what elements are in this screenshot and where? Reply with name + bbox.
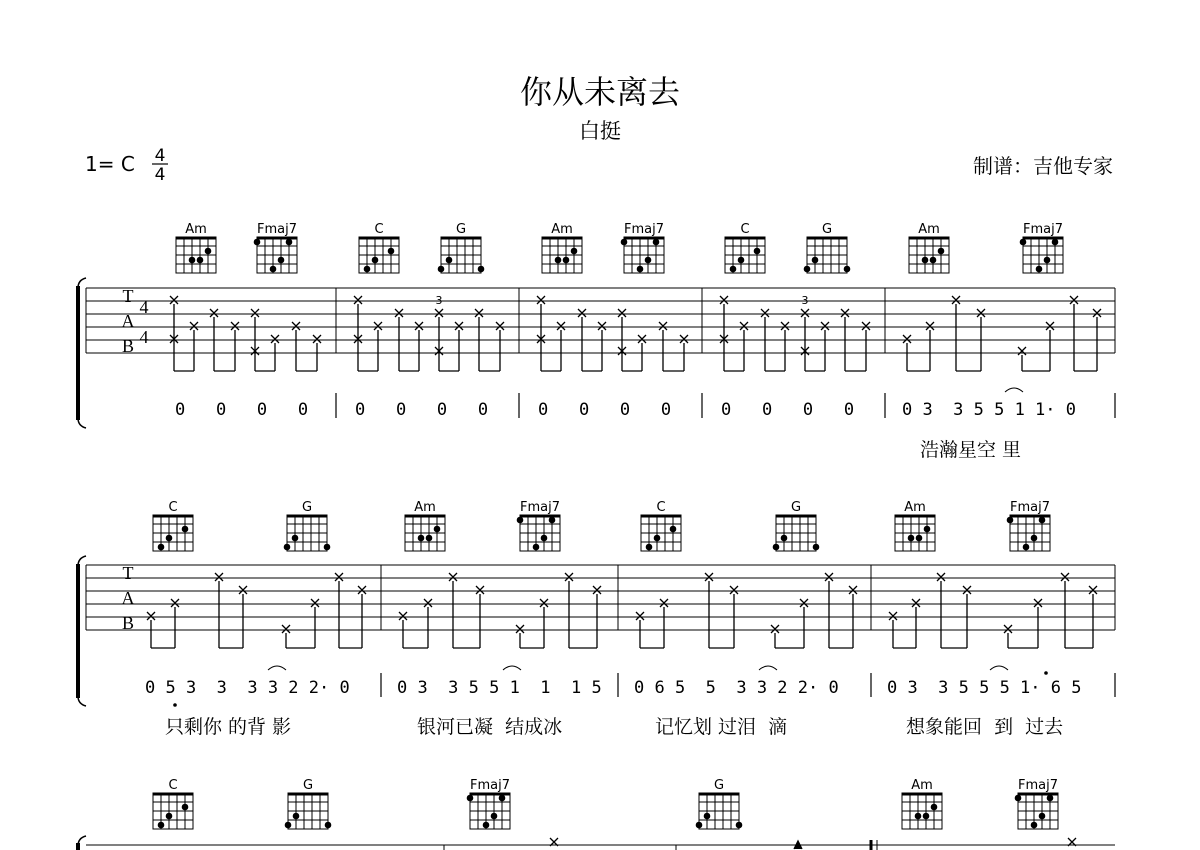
lyric-line: 想象能回 到 过去 xyxy=(906,716,1064,738)
chord-diagram xyxy=(438,222,485,273)
chord-name: Am xyxy=(911,778,933,793)
strum-marks xyxy=(170,296,1101,355)
numbered-notation: 0 6 5 5 3 3 2 2· 0 xyxy=(634,678,839,698)
tab-label-t: T xyxy=(122,286,134,306)
chord-diagram xyxy=(621,222,664,273)
tab-label-b: B xyxy=(121,336,135,356)
chord-grid xyxy=(699,793,739,829)
tab-label-a: A xyxy=(121,588,135,608)
numbered-notation: 0 0 0 0 xyxy=(355,400,489,420)
chord-name: G xyxy=(821,222,833,237)
chord-name: Fmaj7 xyxy=(470,778,510,793)
tie-mark xyxy=(990,666,1008,670)
key-signature: 1= C xyxy=(85,152,135,176)
chord-name: Am xyxy=(904,500,926,515)
tab-label-b: B xyxy=(121,613,135,633)
chord-name: Fmaj7 xyxy=(624,222,664,237)
chord-name: C xyxy=(168,500,178,515)
numbered-notation: 0 3 3 5 5 1 1· 0 xyxy=(902,400,1076,420)
triplet-mark: 3 xyxy=(435,294,443,307)
chord-diagrams-row-3 xyxy=(153,778,1058,829)
chord-diagram xyxy=(696,778,743,829)
tab-label-t: T xyxy=(122,563,134,583)
chord-name: G xyxy=(302,778,314,793)
chord-grid xyxy=(288,793,328,829)
chord-name: Fmaj7 xyxy=(1010,500,1050,515)
chord-diagram xyxy=(254,222,297,273)
numbered-notation: 0 0 0 0 xyxy=(721,400,855,420)
strum-marks xyxy=(550,838,1076,849)
tab-staff xyxy=(86,565,1115,630)
octave-dot xyxy=(173,703,177,707)
numbered-notation: 0 3 3 5 5 1 1 1 5 xyxy=(397,678,602,698)
tie-mark xyxy=(1005,388,1023,392)
chord-diagram xyxy=(773,500,820,551)
chord-name: G xyxy=(455,222,467,237)
chord-name: Am xyxy=(414,500,436,515)
chord-diagrams-row-2 xyxy=(153,500,1050,551)
chord-diagram xyxy=(405,500,445,551)
octave-dot xyxy=(1044,671,1048,675)
triplet-mark: 3 xyxy=(801,294,809,307)
chord-name: G xyxy=(301,500,313,515)
chord-grid xyxy=(405,515,445,551)
song-title: 你从未离去 xyxy=(519,73,681,111)
numbered-notation: 0 3 3 5 5 5 1· 6 5 xyxy=(887,678,1082,698)
finger-dots xyxy=(646,526,677,551)
finger-dots xyxy=(364,248,395,273)
numbered-notation: 0 5 3 3 3 3 2 2· 0 xyxy=(145,678,350,698)
chord-diagram xyxy=(359,222,399,273)
chord-name: C xyxy=(168,778,178,793)
artist-name: 白挺 xyxy=(579,119,621,143)
tab-time-bottom: 4 xyxy=(139,327,149,347)
finger-dots xyxy=(158,526,189,551)
chord-diagram xyxy=(467,778,510,829)
chord-diagram xyxy=(804,222,851,273)
chord-diagram xyxy=(285,778,332,829)
chord-grid xyxy=(909,237,949,273)
chord-diagram xyxy=(902,778,942,829)
system-2 xyxy=(78,500,1115,738)
chord-diagram xyxy=(153,778,193,829)
chord-diagram xyxy=(153,500,193,551)
tie-mark xyxy=(759,666,777,670)
transcriber-credit: 制谱：吉他专家 xyxy=(973,154,1113,178)
chord-name: Am xyxy=(551,222,573,237)
tie-mark xyxy=(268,666,286,670)
chord-name: Am xyxy=(185,222,207,237)
chord-name: Fmaj7 xyxy=(1018,778,1058,793)
chord-name: G xyxy=(790,500,802,515)
lyric-line: 银河已凝 结成冰 xyxy=(417,716,563,738)
chord-grid xyxy=(287,515,327,551)
lyric-line: 只剩你 的背 影 xyxy=(165,716,292,738)
chord-diagram xyxy=(725,222,765,273)
chord-grid xyxy=(542,237,582,273)
chord-diagram xyxy=(641,500,681,551)
chord-diagram xyxy=(895,500,935,551)
system-1 xyxy=(78,222,1115,461)
numbered-notation: 0 0 0 0 xyxy=(175,400,309,420)
chord-diagrams-row-1 xyxy=(176,222,1063,273)
chord-diagram xyxy=(542,222,582,273)
chord-name: Fmaj7 xyxy=(520,500,560,515)
time-signature-top: 4 xyxy=(154,146,166,166)
tab-label-a: A xyxy=(121,311,135,331)
chord-diagram xyxy=(1015,778,1058,829)
finger-dots xyxy=(158,804,189,829)
chord-diagram xyxy=(909,222,949,273)
system-3 xyxy=(78,778,1115,850)
chord-name: Fmaj7 xyxy=(1023,222,1063,237)
chord-diagram xyxy=(1007,500,1050,551)
chord-name: Fmaj7 xyxy=(257,222,297,237)
chord-grid xyxy=(807,237,847,273)
chord-name: C xyxy=(374,222,384,237)
lyric-line: 浩瀚星空 里 xyxy=(920,439,1022,461)
finger-dots xyxy=(730,248,761,273)
chord-name: G xyxy=(713,778,725,793)
chord-grid xyxy=(776,515,816,551)
strum-marks xyxy=(147,573,1097,633)
chord-grid xyxy=(902,793,942,829)
chord-grid xyxy=(176,237,216,273)
chord-diagram xyxy=(517,500,560,551)
chord-diagram xyxy=(1020,222,1063,273)
lyric-line: 记忆划 过泪 滴 xyxy=(655,716,788,738)
chord-name: C xyxy=(740,222,750,237)
numbered-notation: 0 0 0 0 xyxy=(538,400,672,420)
tab-staff xyxy=(86,840,1115,850)
tab-time-top: 4 xyxy=(139,297,149,317)
chord-grid xyxy=(895,515,935,551)
chord-diagram xyxy=(284,500,331,551)
chord-diagram xyxy=(176,222,216,273)
chord-name: C xyxy=(656,500,666,515)
chord-name: Am xyxy=(918,222,940,237)
chord-grid xyxy=(441,237,481,273)
tab-staff xyxy=(86,288,1115,353)
time-signature-bottom: 4 xyxy=(154,165,166,185)
tie-mark xyxy=(503,666,521,670)
